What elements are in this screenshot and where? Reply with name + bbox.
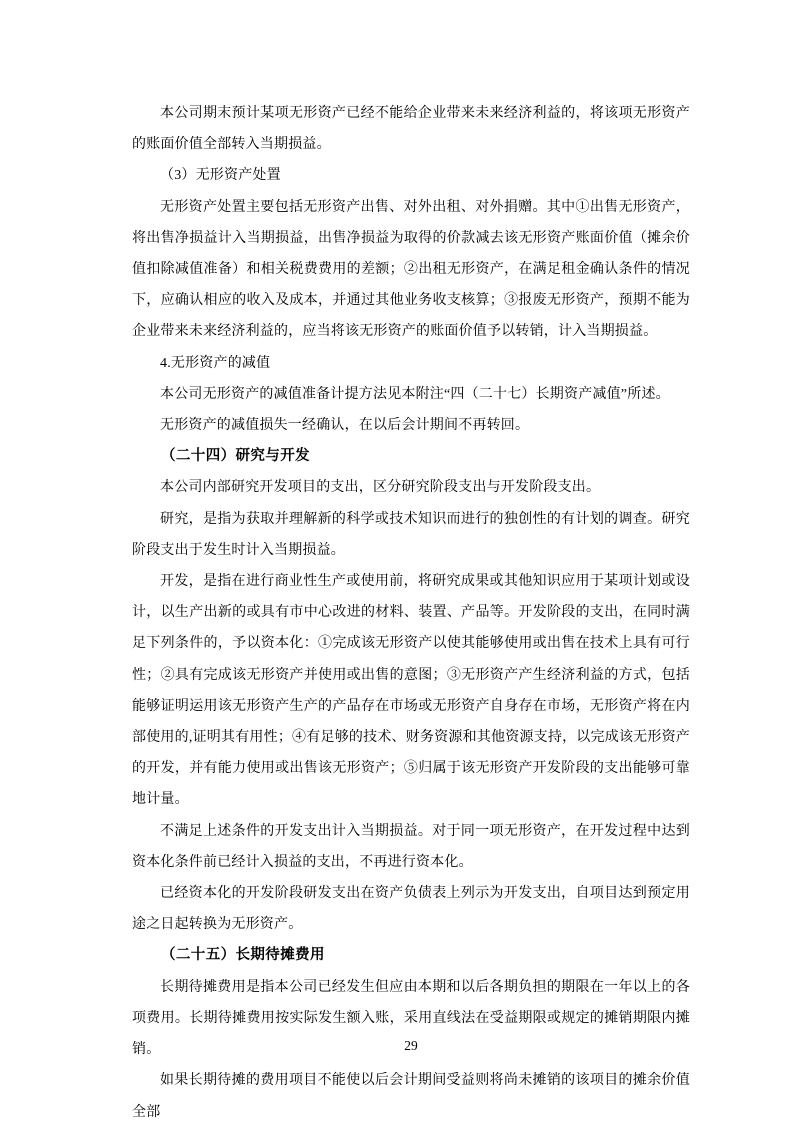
section-heading-long-term-deferred-expenses: （二十五）长期待摊费用 — [161, 947, 325, 964]
paragraph-research-definition: 研究，是指为获取并理解新的科学或技术知识而进行的独创性的有计划的调查。研究阶段支出于发生时计入当期损益。 — [132, 511, 690, 558]
section-heading-research-development: （二十四）研究与开发 — [161, 448, 310, 465]
subheading-intangible-disposal: （3）无形资产处置 — [160, 168, 281, 184]
paragraph-deferred-expenses-writeoff: 如果长期待摊的费用项目不能使以后会计期间受益则将尚未摊销的该项目的摊余价值全部 — [132, 1073, 690, 1120]
paragraph-intangible-writeoff: 本公司期末预计某项无形资产已经不能给企业带来未来经济利益的，将该项无形资产的账面价值全部转入当期损益。 — [132, 106, 690, 153]
subheading-intangible-impairment: 4.无形资产的减值 — [160, 355, 271, 371]
paragraph-capitalized-development: 已经资本化的开发阶段研发支出在资产负债表上列示为开发支出，自项目达到预定用途之日起转换为无形资产。 — [132, 886, 690, 933]
document-body — [132, 98, 690, 1122]
paragraph-impairment-method: 本公司无形资产的减值准备计提方法见本附注“四（二十七）长期资产减值”所述。 — [160, 386, 670, 402]
paragraph-rd-split: 本公司内部研究开发项目的支出，区分研究阶段支出与开发阶段支出。 — [160, 480, 601, 496]
paragraph-deferred-expenses-definition: 长期待摊费用是指本公司已经发生但应由本期和以后各期负担的期限在一年以上的各项费用。长期待摊费用按实际发生额入账，采用直线法在受益期限或规定的摊销期限内摊销。 — [132, 979, 690, 1058]
paragraph-impairment-no-reversal: 无形资产的减值损失一经确认，在以后会计期间不再转回。 — [160, 418, 530, 434]
page-number: 29 — [404, 1038, 418, 1053]
paragraph-development-definition: 开发，是指在进行商业性生产或使用前，将研究成果或其他知识应用于某项计划或设计，以生产出新的或具有市中心改进的材料、装置、产品等。开发阶段的支出，在同时满足下列条件的，予以资本化：①完成该无形资产以使其能够使用或出售在技术上具有可行性；②具有完成该无形资产并使用或出售的意图；③无形资产产生经济利益的方式，包括能够证明运用该无形资产生产的产品存在市场或无形资产自身存在市场，无形资产将在内部使用的,证明其有用性；④有足够的技术、财务资源和其他资源支持，以完成该无形资产的开发，并有能力使用或出售该无形资产；⑤归属于该无形资产开发阶段的支出能够可靠地计量。 — [132, 574, 690, 808]
paragraph-development-expense: 不满足上述条件的开发支出计入当期损益。对于同一项无形资产，在开发过程中达到资本化条件前已经计入损益的支出，不再进行资本化。 — [132, 823, 690, 870]
paragraph-intangible-disposal-detail: 无形资产处置主要包括无形资产出售、对外出租、对外捐赠。其中①出售无形资产，将出售净损益计入当期损益，出售净损益为取得的价款减去该无形资产账面价值（摊余价值扣除减值准备）和相关税费费用的差额；②出租无形资产，在满足租金确认条件的情况下，应确认相应的收入及成本，并通过其他业务收支核算；③报废无形资产，预期不能为企业带来未来经济利益的，应当将该无形资产的账面价值予以转销，计入当期损益。 — [132, 199, 690, 340]
